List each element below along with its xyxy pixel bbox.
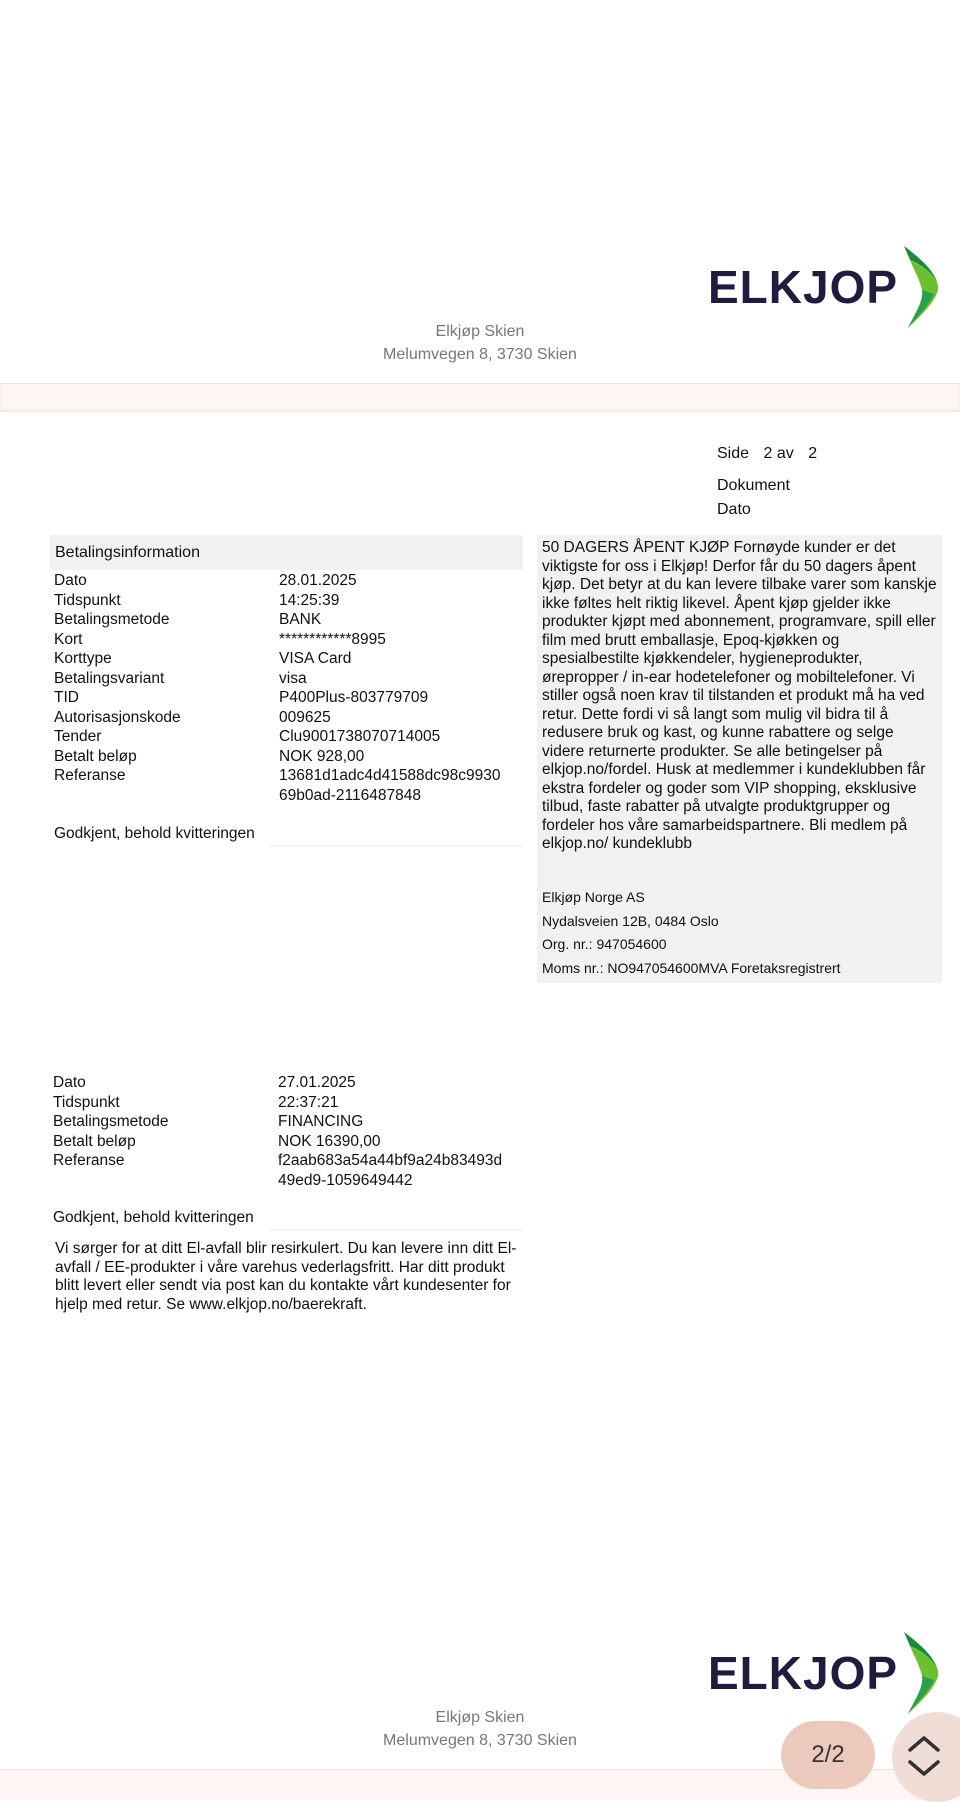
store-address: Melumvegen 8, 3730 Skien (383, 346, 577, 363)
row-value: 13681d1adc4d41588dc98c9930 (279, 767, 501, 784)
row-value-continued: 69b0ad-2116487848 (279, 786, 421, 804)
elkjop-logo-footer (708, 1632, 944, 1714)
logo-swoosh-icon (900, 1632, 944, 1714)
company-name: Elkjøp Norge AS (542, 889, 645, 905)
payment-info-heading: Betalingsinformation (50, 535, 523, 570)
row-label: Referanse (54, 767, 126, 784)
row-label: Betalingsmetode (54, 611, 170, 628)
logo-swoosh-icon (900, 246, 944, 328)
approved-text: Godkjent, behold kvitteringen (54, 825, 255, 842)
row-value: NOK 16390,00 (278, 1132, 381, 1150)
row-value: Clu9001738070714005 (279, 728, 441, 745)
side-label: Side (717, 445, 750, 462)
dato-label: Dato (717, 501, 751, 518)
row-value: 28.01.2025 (279, 572, 357, 589)
org-number: Org. nr.: 947054600 (542, 936, 667, 952)
page-divider (0, 383, 960, 412)
vat-number: Moms nr.: NO947054600MVA Foretaksregistrert (542, 959, 841, 976)
page-current: 2 (763, 445, 773, 462)
row-value: f2aab683a54a44bf9a24b83493d (278, 1152, 503, 1169)
row-value: BANK (279, 611, 322, 628)
row-label: Korttype (54, 650, 112, 667)
row-value: 27.01.2025 (278, 1074, 356, 1091)
page-indicator[interactable]: 2/2 (781, 1721, 875, 1789)
row-label: Betalt beløp (54, 747, 137, 765)
row-value: P400Plus-803779709 (279, 689, 429, 706)
company-address: Nydalsveien 12B, 0484 Oslo (542, 912, 719, 929)
payment-info-table (54, 571, 524, 811)
logo-text: ELKJOP (708, 261, 899, 313)
row-label: Tender (54, 728, 102, 745)
row-label: Betalingsvariant (54, 669, 165, 687)
chevron-up-down-icon (904, 1730, 944, 1782)
row-label: Betalingsmetode (53, 1113, 169, 1130)
row-label: Referanse (53, 1152, 125, 1169)
row-value: ************8995 (279, 630, 386, 648)
approved-underline (270, 845, 522, 846)
page-total: 2 (808, 445, 818, 462)
elkjop-logo (708, 246, 944, 328)
logo-text: ELKJOP (708, 1647, 899, 1699)
approved-underline-2 (270, 1229, 522, 1230)
store-address-footer: Melumvegen 8, 3730 Skien (383, 1732, 577, 1749)
row-label: Dato (54, 572, 87, 589)
row-label: TID (54, 689, 79, 706)
row-label: Kort (54, 630, 83, 648)
store-name: Elkjøp Skien (435, 323, 525, 340)
row-label: Tidspunkt (54, 591, 121, 609)
av-label: av (776, 445, 794, 462)
row-value: FINANCING (278, 1113, 364, 1130)
dokument-label: Dokument (717, 477, 790, 494)
terms-panel (537, 535, 942, 983)
row-value: 14:25:39 (279, 591, 340, 609)
row-value: visa (279, 669, 307, 687)
approved-text-2: Godkjent, behold kvitteringen (53, 1209, 254, 1226)
row-label: Betalt beløp (53, 1132, 136, 1150)
row-value: NOK 928,00 (279, 747, 365, 765)
payment-info-table-2 (53, 1073, 523, 1193)
open-purchase-terms: 50 DAGERS ÅPENT KJØP Fornøyde kunder er det viktigste for oss i Elkjøp! Derfor får du 50 dagers åpent kjøp. Det betyr at du kan levere tilbake varer som kanskje ikke føltes helt riktig likevel. Åpent kjøp gjelder ikke produkter kjøpt med abonnement, programvare, spill eller film med brutt emballasje, Epoq-kjøkken og spesialbestilte kjøkkendeler, hygieneprodukter, ørepropper / in-ear hodetelefoner og mobiltelefoner. Vi stiller også noen krav til tilstanden et produkt må ha ved retur. Dette fordi vi så langt som mulig vil bidra til å redusere bruk og kast, og kunne rabattere og selge videre returnerte produkter. Se alle betingelser på elkjop.no/fordel. Husk at medlemmer i kundeklubben får ekstra fordeler og goder som VIP shopping, eksklusive tilbud, faste rabatter på utvalgte produktgrupper og fordeler hos våre samarbeidspartnere. Bli medlem på elkjop.no/ kundeklubb (542, 539, 937, 852)
row-value: 009625 (279, 708, 331, 726)
row-value: VISA Card (279, 650, 352, 667)
row-label: Tidspunkt (53, 1093, 120, 1111)
page-number (717, 445, 817, 463)
row-value: 22:37:21 (278, 1093, 339, 1111)
row-label: Autorisasjonskode (54, 708, 181, 726)
row-value-continued: 49ed9-1059649442 (278, 1171, 413, 1189)
row-label: Dato (53, 1074, 86, 1091)
recycling-info: Vi sørger for at ditt El-avfall blir resirkulert. Du kan levere inn ditt El-avfall / EE-produkter i våre varehus vederlagsfritt. Har ditt produkt blitt levert eller sendt via post kan du kontakte vårt kundesenter for hjelp med retur. Se www.elkjop.no/baerekraft. (55, 1240, 517, 1313)
store-name-footer: Elkjøp Skien (435, 1709, 525, 1726)
